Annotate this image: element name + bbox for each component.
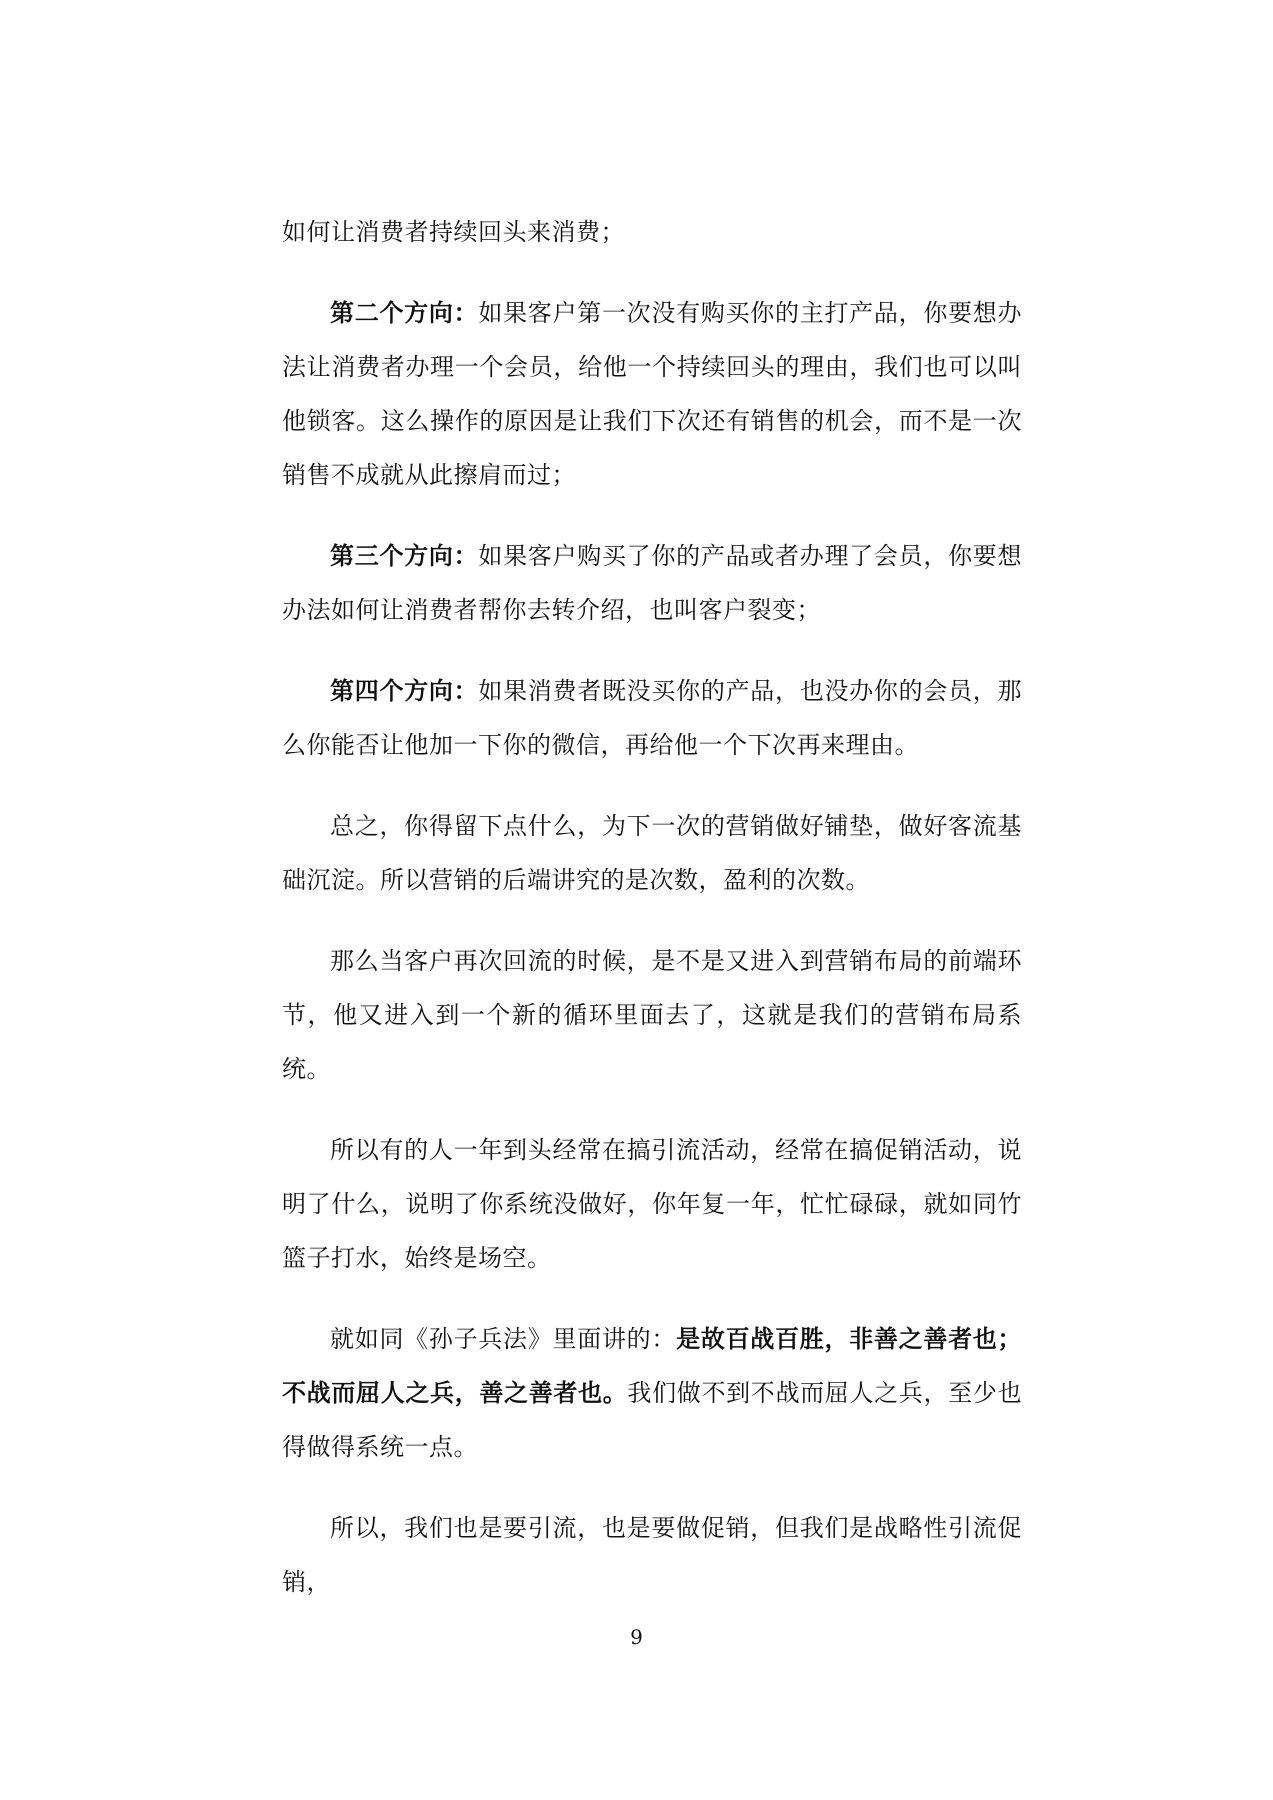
paragraph-p2 (282, 286, 1022, 502)
paragraph-p6 (282, 934, 1022, 1096)
bold-text-run: 第四个方向： (330, 677, 479, 705)
text-run: 就如同《孙子兵法》里面讲的： (330, 1325, 677, 1353)
text-run: 那么当客户再次回流的时候，是不是又进入到营销布局的前端环节，他又进入到一个新的循环里面去了，这就是我们的营销布局系统。 (282, 947, 1022, 1083)
paragraph-p1 (282, 205, 1022, 259)
paragraph-p5 (282, 799, 1022, 907)
text-run: 总之，你得留下点什么，为下一次的营销做好铺垫，做好客流基础沉淀。所以营销的后端讲究的是次数，盈利的次数。 (282, 812, 1022, 894)
bold-text-run: 第三个方向： (330, 542, 479, 570)
bold-text-run: 是故百战百胜，非善之善者也；不战而屈人之兵，善之善者也。 (282, 1325, 1023, 1407)
text-run: 所以，我们也是要引流，也是要做促销，但我们是战略性引流促销， (282, 1514, 1022, 1596)
paragraph-p3 (282, 529, 1022, 637)
body-text (282, 205, 1022, 1636)
text-run: 我们做不到不战而屈人之兵，至少也得做得系统一点。 (282, 1379, 1023, 1461)
paragraph-p8 (282, 1312, 1022, 1474)
paragraph-p9 (282, 1501, 1022, 1609)
text-run: 如果客户购买了你的产品或者办理了会员，你要想办法如何让消费者帮你去转介绍，也叫客户裂变； (282, 542, 1023, 624)
text-run: 所以有的人一年到头经常在搞引流活动，经常在搞促销活动，说明了什么，说明了你系统没做好，你年复一年，忙忙碌碌，就如同竹篮子打水，始终是场空。 (282, 1136, 1022, 1272)
text-run: 如果客户第一次没有购买你的主打产品，你要想办法让消费者办理一个会员，给他一个持续回头的理由，我们也可以叫他锁客。这么操作的原因是让我们下次还有销售的机会，而不是一次销售不成就从此擦肩而过； (282, 299, 1023, 489)
text-run: 如果消费者既没买你的产品，也没办你的会员，那么你能否让他加一下你的微信，再给他一个下次再来理由。 (282, 677, 1023, 759)
page-number: 9 (630, 1625, 643, 1649)
paragraph-p4 (282, 664, 1022, 772)
paragraph-p7 (282, 1123, 1022, 1285)
bold-text-run: 第二个方向： (330, 299, 479, 327)
text-run: 如何让消费者持续回头来消费； (282, 218, 625, 246)
